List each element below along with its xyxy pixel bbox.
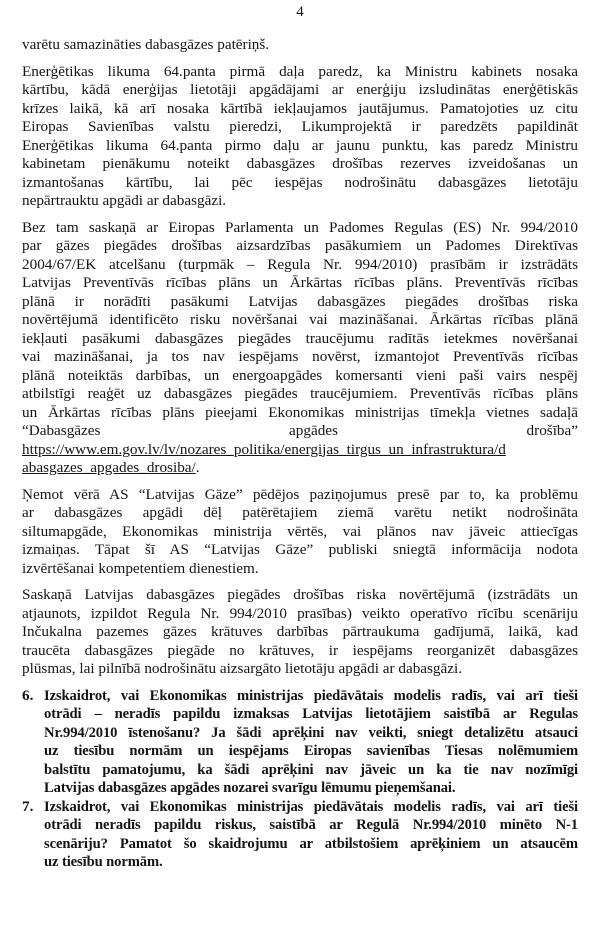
url-link[interactable]: abasgazes_apgades_drosiba/	[22, 459, 196, 476]
text-line: Enerģētikas likuma 64.panta pirmo daļu ar jaunu punktu, kas paredz Ministru	[22, 136, 578, 154]
text-line: krīzes laikā, kā arī nosaka kārtībā iekļaujamos jautājumus. Pamatojoties uz citu	[22, 99, 578, 117]
text-line: atjaunots, izpildot Regula Nr. 994/2010 prasības) veikto operatīvo rīcību scenāriju	[22, 604, 578, 622]
text-line: Saskaņā Latvijas dabasgāzes piegādes drošības riska novērtējumā (izstrādāts un	[22, 586, 578, 603]
text-line: varētu samazināties dabasgāzes patēriņš.	[22, 36, 270, 53]
text-line: Izskaidrot, vai Ekonomikas ministrijas piedāvātais modelis radīs, vai arī tieši	[44, 687, 578, 704]
text-line: siltumapgāde, Ekonomikas ministrija vērtēs, vai plānos nav jāveic attiecīgas	[22, 522, 578, 540]
text-line: uz tiesību normām.	[44, 854, 163, 870]
page-number: 4	[296, 4, 304, 20]
text-line: plānā ir norādīti pasākumi Latvijas dabasgāzes piegādes drošības riska	[22, 292, 578, 310]
text-line: novērtējumā identificēto risku novēršanai vai mazināšanai. Ārkārtas rīcības plānā	[22, 311, 578, 328]
text-line: “Dabasgāzes apgādes drošība”	[22, 422, 578, 439]
text-line: ar dabasgāzes apgādi dēļ patērētajiem ziemā varētu netikt nodrošināta	[22, 504, 578, 521]
text-line: un Ārkārtas rīcības plāns pieejami Ekonomikas ministrijas tīmekļa vietnes sadaļā	[22, 403, 578, 421]
text-line: kārtību, kādā enerģijas lietotāji apgādājami ar enerģiju izsludinātas enerģētiskās	[22, 81, 578, 98]
text-line: Eiropas Savienības valstu pieredzi, Likumprojektā ir paredzēts papildināt	[22, 118, 578, 135]
text-line: 2004/67/EK atcelšanu (turpmāk – Regula Nr. 994/2010) prasībām ir izstrādāts	[22, 255, 578, 273]
text-line: scenāriju? Pamatot šo skaidrojumu ar atbilstošiem aprēķiniem un atsaucēm	[44, 835, 578, 852]
text-line: atbilstīgi reaģēt uz dabasgāzes piegādes traucējumiem. Preventīvās rīcības plāns	[22, 385, 578, 402]
text-line: Enerģētikas likuma 64.panta pirmā daļa paredz, ka Ministru kabinets nosaka	[22, 62, 578, 80]
text-line: Ņemot vērā AS “Latvijas Gāze” pēdējos paziņojumus presē par to, ka problēmu	[22, 485, 578, 503]
text-line: uz tiesību normām un iespējams Eiropas savienības Tiesas nolēmumiem	[44, 743, 578, 759]
text-line: Bez tam saskaņā ar Eiropas Parlamenta un Padomes Regulas (ES) Nr. 994/2010	[22, 218, 578, 236]
text-line: plūsmas, lai pilnībā nodrošinātu aizsargāto lietotāju apgādi ar dabasgāzi.	[22, 660, 463, 677]
text-line: izvērtēšanai kompetentiem dienestiem.	[22, 559, 259, 577]
text-line: vai mazināšanai, ja tos nav iespējams novērst, izmantojot Preventīvās rīcības	[22, 348, 578, 365]
paragraph-2	[22, 63, 578, 211]
text-line: izmantošanas kārtību, lai pēc iespējas nodrošinātu dabasgāzes lietotāju	[22, 173, 578, 191]
text-line: Latvijas Preventīvās rīcības plāns un Ārkārtas rīcības plāns. Preventīvās rīcības	[22, 274, 578, 291]
url-tail: .	[195, 459, 200, 476]
text-line	[22, 459, 578, 478]
paragraph-1	[22, 36, 578, 55]
text-line: par gāzes piegādes drošības aizsardzības pasākumiem un Padomes Direktīvas	[22, 237, 578, 254]
text-line: otrādi neradīs papildu riskus, saistībā ar Regulā Nr.994/2010 minēto N-1	[44, 817, 578, 833]
text-line: plānā noteiktās darbības, un energoapgādes komersanti vieni paši vairs nespēj	[22, 366, 578, 384]
item-number: 7.	[22, 797, 34, 815]
item-number: 6.	[22, 686, 34, 704]
numbered-item-6	[22, 687, 578, 798]
text-line: iekļauti pasākumi dabasgāzes piegādes traucējumu radītās ietekmes novēršanai	[22, 329, 578, 347]
document-body	[22, 36, 578, 872]
text-line: Izskaidrot, vai Ekonomikas ministrijas piedāvātais modelis radīs, vai arī tieši	[44, 798, 578, 815]
paragraph-3	[22, 219, 578, 478]
text-line: traucēta dabasgāzes piegāde no krātuves, ir iespējams reorganizēt dabasgāzes	[22, 641, 578, 659]
text-line: Latvijas dabasgāzes apgādes nozarei svarīgu lēmumu pieņemšanai.	[44, 780, 456, 796]
text-line: kabinetam pienākumu noteikt dabasgāzes drošības rezerves izveidošanas un	[22, 155, 578, 172]
paragraph-4	[22, 486, 578, 579]
url-link[interactable]: https://www.em.gov.lv/lv/nozares_politika/energijas_tirgus_un_infrastruktura/d	[22, 440, 506, 458]
numbered-item-7	[22, 798, 578, 872]
text-line: otrādi – neradīs papildu izmaksas Latvijas lietotājiem saistībā ar Regulas	[44, 706, 578, 722]
text-line: Nr.994/2010 īstenošanu? Ja šādi aprēķini nav veikti, sniegt detalizētu atsauci	[44, 724, 578, 741]
text-line: balstītu pamatojumu, ka šādi aprēķini nav jāveic un ka tie nav nozīmīgi	[44, 761, 578, 778]
text-line: Inčukalna pazemes gāzes krātuves darbības pārtraukuma gadījumā, laikā, kad	[22, 623, 578, 640]
text-line: izmaiņas. Tāpat šī AS “Latvijas Gāze” publiski sniegtā informācija nodota	[22, 541, 578, 558]
paragraph-5	[22, 586, 578, 679]
text-line: nepārtrauktu apgādi ar dabasgāzi.	[22, 192, 227, 209]
